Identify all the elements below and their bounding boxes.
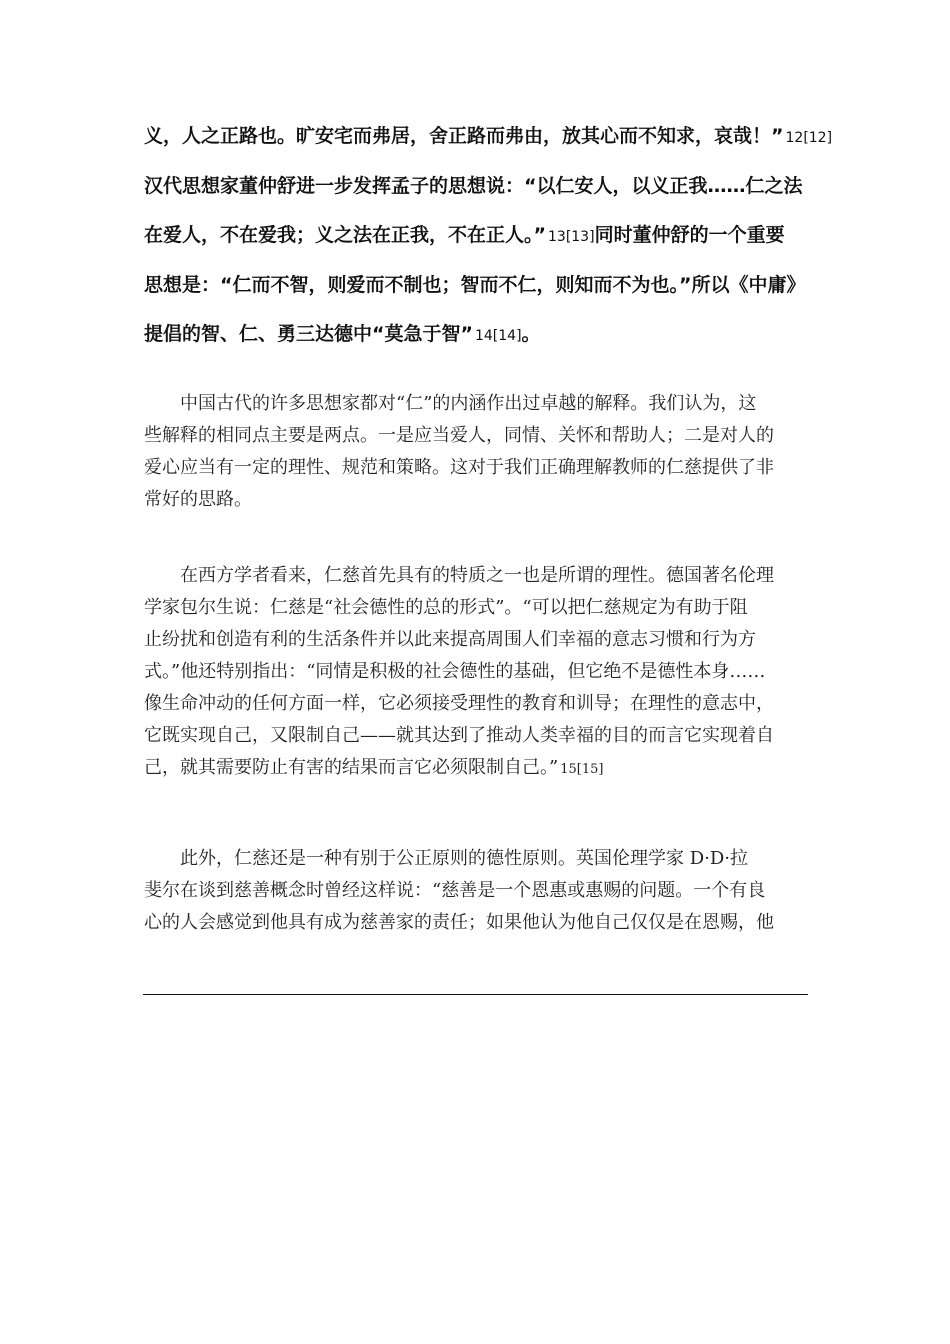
footnote-separator-rule (143, 994, 808, 995)
paragraph (144, 843, 810, 939)
paragraph-line: 爱心应当有一定的理性、规范和策略。这对于我们正确理解教师的仁慈提供了非 (144, 457, 774, 478)
paragraph-line: 式。”他还特别指出：“同情是积极的社会德性的基础，但它绝不是德性本身…… (144, 661, 766, 682)
quote-line: 汉代思想家董仲舒进一步发挥孟子的思想说：“以仁安人，以义正我……仁之法 (144, 174, 803, 197)
quote-line: 义，人之正路也。旷安宅而弗居，舍正路而弗由，放其心而不知求，哀哉！” 12[12] (144, 125, 833, 147)
footnote-ref[interactable]: 12[12] (785, 130, 833, 146)
paragraph-line: 心的人会感觉到他具有成为慈善家的责任；如果他认为他自己仅仅是在恩赐，他 (144, 912, 774, 933)
quote-line: 提倡的智、仁、勇三达德中“莫急于智” 14[14]。 (144, 323, 541, 345)
paragraph-line: 在西方学者看来，仁慈首先具有的特质之一也是所谓的理性。德国著名伦理 (144, 565, 774, 586)
paragraph (144, 388, 810, 516)
footnote-ref[interactable]: 13[13] (548, 229, 595, 245)
paragraph-line: 此外，仁慈还是一种有别于公正原则的德性原则。英国伦理学家 D·D·拉 (144, 848, 749, 869)
footnote-ref[interactable]: 14[14] (474, 328, 522, 344)
paragraph-line: 中国古代的许多思想家都对“仁”的内涵作出过卓越的解释。我们认为，这 (144, 393, 757, 414)
paragraph-line: 常好的思路。 (144, 489, 252, 510)
paragraph-line: 像生命冲动的任何方面一样，它必须接受理性的教育和训导；在理性的意志中， (144, 693, 774, 714)
paragraph-line: 它既实现自己，又限制自己——就其达到了推动人类幸福的目的而言它实现着自 (144, 725, 774, 746)
quote-block (144, 112, 833, 360)
paragraph-line: 止纷扰和创造有利的生活条件并以此来提高周围人们幸福的意志习惯和行为方 (144, 629, 756, 650)
quote-line: 思想是：“仁而不智，则爱而不制也；智而不仁，则知而不为也。”所以《中庸》 (144, 273, 806, 296)
paragraph-line: 学家包尔生说：仁慈是“社会德性的总的形式”。“可以把仁慈规定为有助于阻 (144, 597, 748, 618)
footnote-ref[interactable]: 15[15] (560, 762, 604, 777)
quote-line: 在爱人，不在爱我；义之法在正我，不在正人。” 13[13]同时董仲舒的一个重要 (144, 224, 785, 246)
paragraph-line: 斐尔在谈到慈善概念时曾经这样说：“慈善是一个恩惠或惠赐的问题。一个有良 (144, 880, 766, 901)
paragraph (144, 560, 810, 784)
paragraph-line: 些解释的相同点主要是两点。一是应当爱人，同情、关怀和帮助人；二是对人的 (144, 425, 774, 446)
paragraph-line: 己，就其需要防止有害的结果而言它必须限制自己。” 15[15] (144, 757, 604, 778)
